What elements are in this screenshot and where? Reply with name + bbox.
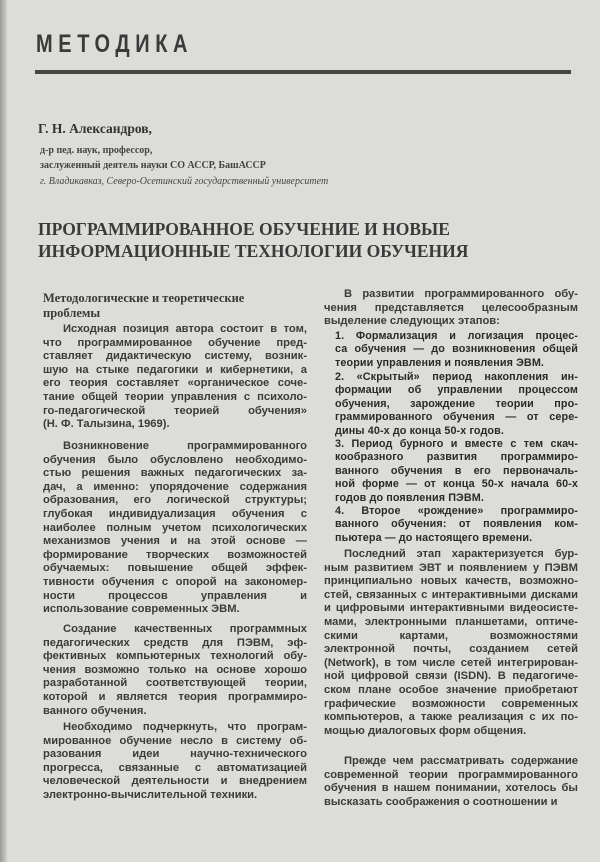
text-line: стью решения важных педагогических за- xyxy=(43,467,307,480)
rubric-heading: МЕТОДИКА xyxy=(36,30,194,58)
text-line: которой и является теория программиро- xyxy=(43,690,307,703)
text-line: его теория составляет «органическое соче- xyxy=(43,377,307,390)
text-line: мами, электронными планшетами, оптиче- xyxy=(324,615,578,628)
text-line: тивности обучения с опорой на закономер- xyxy=(43,575,307,588)
author-honor: заслуженный деятель науки СО АССР, БашАССР xyxy=(40,160,266,171)
text-line: ной форме — от конца 50-х начала 60-х xyxy=(335,478,578,491)
text-line: современной теории программированного xyxy=(324,768,578,781)
text-line: дач, а именно: упорядочение содержания xyxy=(43,480,307,493)
text-line: электронно-вычислительной техники. xyxy=(43,788,258,801)
text-line: глубокая индивидуализация обучения с xyxy=(43,507,307,520)
text-line: кообразного развития программиро- xyxy=(335,451,578,464)
text-line: (Network), в том числе сетей интегрирован- xyxy=(324,656,578,669)
text-line: Исходная позиция автора состоит в том, xyxy=(63,323,307,335)
text-line: 4. Второе «рождение» программиро- xyxy=(335,505,578,517)
text-line: чения возможно только на основе хорошо xyxy=(43,663,307,676)
text-line: са обучения — до возникновения общей xyxy=(335,343,578,356)
text-line: использование современных ЭВМ. xyxy=(43,603,240,616)
author-degree: д-р пед. наук, профессор, xyxy=(40,145,153,156)
text-line: 1. Формализация и логизация процес- xyxy=(335,330,578,342)
paragraph xyxy=(43,721,307,803)
stage-list-item xyxy=(335,330,578,370)
text-line: наиболее полным учетом психологических xyxy=(43,521,307,534)
text-line: человеческой деятельности и внедрением xyxy=(43,775,307,788)
text-line: го-педагогической теорией обучения» xyxy=(43,404,307,417)
paragraph xyxy=(43,440,307,617)
paragraph xyxy=(43,323,307,432)
title-line: ИНФОРМАЦИОННЫЕ ТЕХНОЛОГИИ ОБУЧЕНИЯ xyxy=(38,241,469,261)
stage-list-item xyxy=(335,371,578,438)
text-line: Прежде чем рассматривать содержание xyxy=(344,755,578,767)
text-line: разработанной соответствующей теории, xyxy=(43,677,307,690)
section-heading-line: проблемы xyxy=(43,306,101,320)
page-edge-shadow xyxy=(0,0,7,862)
rubric-rule xyxy=(35,70,571,74)
text-line: выделение следующих этапов: xyxy=(324,315,500,328)
text-line: шую на стыке педагогики и кибернетики, а xyxy=(43,363,307,376)
text-line: образования, его логической структуры; xyxy=(43,494,307,507)
text-line: мированное обучение несло в систему об- xyxy=(43,734,307,747)
text-line: обучения было обусловлено необходимо- xyxy=(43,453,307,466)
text-line: электронной почты, созданием сетей xyxy=(324,643,578,656)
stage-list-item xyxy=(335,505,578,545)
text-line: стей, связанных с интерактивными дисками xyxy=(324,588,578,601)
text-line: 2. «Скрытый» период накопления ин- xyxy=(335,371,578,383)
section-heading xyxy=(43,291,244,321)
text-line: ванного обучения: от появления ком- xyxy=(335,518,578,531)
text-line: формации об управлении процессом xyxy=(335,384,578,397)
section-heading-line: Методологические и теоретические xyxy=(43,291,245,305)
text-line: пьютера — до настоящего времени. xyxy=(335,531,533,544)
text-line: прогресса, связанные с автоматизацией xyxy=(43,761,307,774)
paragraph xyxy=(324,288,578,329)
paragraph xyxy=(324,548,578,738)
text-line: чения представляется целесообразным xyxy=(324,301,578,314)
text-line: ной цифровой связи (ISDN). В педагогиче- xyxy=(324,670,578,683)
text-line: ным развитием ЭВТ и появлением у ПЭВМ xyxy=(324,561,578,574)
title-line: ПРОГРАММИРОВАННОЕ ОБУЧЕНИЕ И НОВЫЕ xyxy=(38,219,450,239)
paragraph xyxy=(43,623,307,718)
text-line: механизмов учения и на этой основе — xyxy=(43,535,307,548)
text-line: и цифровыми интерактивными видеосисте- xyxy=(324,602,578,615)
text-line: мощью диалоговых форм общения. xyxy=(324,724,527,737)
text-line: ском плане особое значение приобретают xyxy=(324,683,578,696)
text-line: обучаемых: повышение общей эффек- xyxy=(43,562,307,575)
text-line: Возникновение программированного xyxy=(63,440,307,452)
text-line: Создание качественных программных xyxy=(63,623,307,635)
text-line: дины 40-х до конца 50-х годов. xyxy=(335,424,504,437)
text-line: ставляет дидактическую систему, возник- xyxy=(43,350,307,363)
text-line: педагогических средств для ПЭВМ, эф- xyxy=(43,636,307,649)
text-line: граммированного обучения — от сере- xyxy=(335,411,578,424)
text-line: ности процессов управления и xyxy=(43,589,307,602)
paragraph xyxy=(324,755,578,809)
stage-list-item xyxy=(335,438,578,505)
text-line: Последний этап характеризуется бур- xyxy=(344,548,578,560)
text-line: Необходимо подчеркнуть, что програм- xyxy=(63,721,307,733)
text-line: компьютеров, а также реализация с их по- xyxy=(324,711,578,724)
text-line: 3. Период бурного и вместе с тем скач- xyxy=(335,438,578,450)
text-line: ванного обучения в его первоначаль- xyxy=(335,464,578,477)
text-line: годов до появления ПЭВМ. xyxy=(335,491,484,504)
text-line: фективных компьютерных технологий обу- xyxy=(43,650,307,663)
text-line: разования идеи научно-технического xyxy=(43,748,307,761)
text-line: обучения, зарождение теории про- xyxy=(335,397,578,410)
author-name: Г. Н. Александров, xyxy=(38,121,152,136)
text-line: (Н. Ф. Талызина, 1969). xyxy=(43,418,170,431)
text-line: тание общей теории управления с психоло- xyxy=(43,390,307,403)
text-line: принципиально новых качеств, возможно- xyxy=(324,575,578,588)
text-line: обучения в нашем понимании, хотелось бы xyxy=(324,782,578,795)
text-line: ванного обучения. xyxy=(43,704,147,717)
text-line: скими картами, возможностями xyxy=(324,629,578,642)
text-line: теории управления и появления ЭВМ. xyxy=(335,356,545,369)
text-line: формирование творческих возможностей xyxy=(43,548,307,561)
text-line: графические возможности современных xyxy=(324,697,578,710)
author-place: г. Владикавказ, Северо-Осетинский государственный университет xyxy=(40,176,329,187)
text-line: что программированное обучение пред- xyxy=(43,336,307,349)
article-title xyxy=(38,218,468,262)
text-line: В развитии программированного обу- xyxy=(344,288,578,300)
text-line: высказать соображения о соотношении и xyxy=(324,795,558,808)
